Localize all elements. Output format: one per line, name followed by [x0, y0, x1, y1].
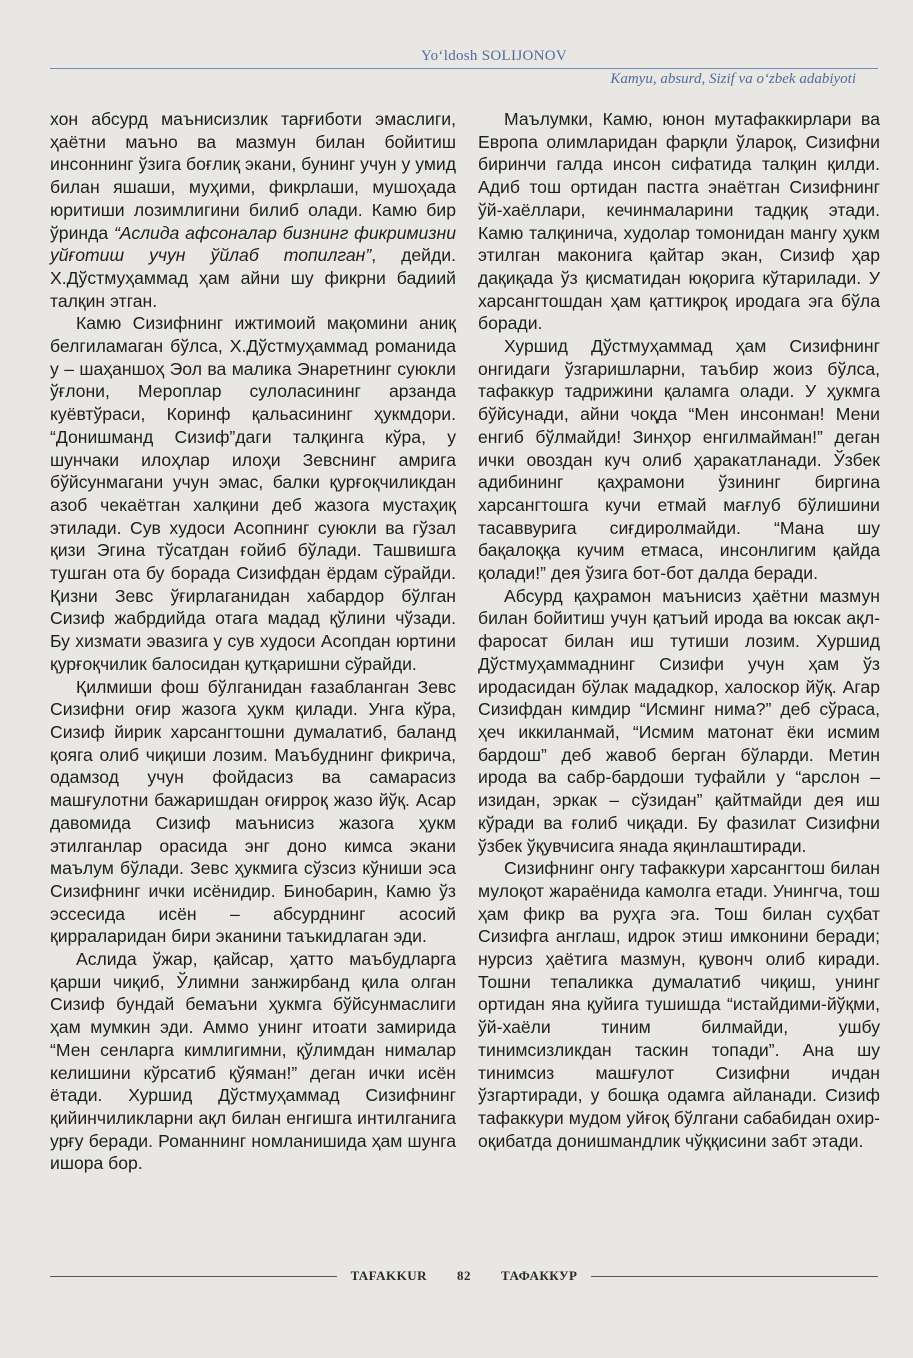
paragraph: Абсурд қаҳрамон маънисиз ҳаётни мазмун билан бойитиш учун қатъий ирода ва юксак ақл-фаросат билан иш тутиши лозим. Хуршид Дўстмуҳаммаднинг Сизифи учун ҳам ўз иродасидан бўлак мададкор, халоскор йўқ. Агар Сизифдан кимдир “Исминг нима?” деб сўраса, ҳеч иккиланмай, “Исмим матонат ёки исмим бардош” деб жавоб берган бўларди. Метин ирода ва сабр-бардоши туфайли у “арслон – изидан, эркак – сўзидан” қайтмайди дея иш кўради ва ғолиб чиқади. Бу фазилат Сизифни ўзбек ўқувчисига янада яқинлаштиради. [478, 585, 880, 856]
left-column [50, 108, 456, 1175]
paragraph: Маълумки, Камю, юнон мутафаккирлари ва Европа олимларидан фарқли ўлароқ, Сизифни биринчи галда инсон сифатида талқин қилди. Адиб тош ортидан пастга энаётган Сизифнинг ўй-хаёллари, кечинмаларини тадқиқ этади. Камю талқинича, худолар томонидан мангу ҳукм этилган маконига қайтар экан, Сизиф ҳар дақиқада ўз қисматидан юқорига кўтарилади. У харсангтошдан ҳам қаттиқроқ иродага эга бўла боради. [478, 109, 880, 334]
page-footer [50, 1268, 878, 1284]
header-author: Yo‘ldosh SOLIJONOV [421, 48, 567, 64]
paragraph: Сизифнинг онгу тафаккури харсангтош билан мулоқот жараёнида камолга етади. Унингча, тош ҳам фикр ва руҳга эга. Тош билан суҳбат Сизифга англаш, идрок этиш имконини беради; нурсиз ҳаётига мазмун, қувонч олиб киради. Тошни тепаликка думалатиб чиқиш, унинг ортидан яна қуйига тушишда “истайдими-йўқми, ўй-хаёли тиним билмайди, ушбу тинимсизликдан таскин топади”. Ана шу тинимсиз машғулот Сизифни ичдан ўзгартиради, у бошқа одамга айланади. Сизиф тафаккури мудом уйғоқ бўлгани сабабидан охир-оқибатда донишмандлик чўққисини забт этади. [478, 858, 880, 1151]
footer-journal-latin: TAFAKKUR [350, 1268, 428, 1283]
footer-rule-left [50, 1276, 337, 1277]
header-article-title: Kamyu, absurd, Sizif va o‘zbek adabiyoti [610, 71, 856, 87]
footer-rule-right [591, 1276, 878, 1277]
paragraph: Аслида ўжар, қайсар, ҳатто маъбудларга қарши чиқиб, Ўлимни занжирбанд қила олган Сизиф бундай бемаъни ҳукмга бўйсунмаслиги ҳам мумкин эди. Аммо унинг итоати замирида “Мен сенларга кимлигимни, қўлимдан нималар келишини кўрсатиб қўяман!” деган ички исён ётади. Хуршид Дўстмуҳаммад Сизифнинг қийинчиликларни ақл билан енгишга интилганига урғу беради. Романнинг номланишида ҳам шунга ишора бор. [50, 949, 456, 1174]
paragraph: хон абсурд маънисизлик тарғиботи эмаслиги, ҳаётни маъно ва мазмун билан бойитиш инсоннинг ўзига боғлиқ экани, бунинг учун у умид билан яшаши, муҳими, фикрлаши, мушоҳада юритиши лозимлигини билиб олади. Камю бир ўринда “Аслида афсоналар бизнинг фикримизни уйғотиш учун ўйлаб топилган”, дейди. Х.Дўстмуҳаммад ҳам айни шу фикрни бадиий талқин этган. [50, 109, 457, 311]
page-number: 82 [457, 1268, 472, 1283]
right-column [478, 108, 880, 1152]
quote: “Аслида афсоналар бизнинг фикримизни уйғотиш учун ўйлаб топилган” [50, 222, 456, 266]
paragraph: Қилмиши фош бўлганидан ғазабланган Зевс Сизифни оғир жазога ҳукм қилади. Унга кўра, Сизиф йирик харсангтошни думалатиб, баланд қояга олиб чиқиши лозим. Маъбуднинг фикрича, одамзод учун фойдасиз ва самарасиз машғулотни бажаришдан оғирроқ жазо йўқ. Асар давомида Сизиф маънисиз жазога ҳукм этилганлар орасида энг доно кимса экани маълум бўлади. Зевс ҳукмига сўзсиз кўниши эса Сизифнинг ички исёнидир. Бинобарин, Камю ўз эссесида исён – абсурднинг асосий қирраларидан бири эканини таъкидлаган эди. [50, 676, 456, 947]
running-header [50, 48, 878, 88]
footer-journal-cyrillic: ТАФАККУР [501, 1268, 578, 1283]
header-rule [50, 68, 878, 69]
paragraph: Хуршид Дўстмуҳаммад ҳам Сизифнинг онгидаги ўзгаришларни, таъбир жоиз бўлса, тафаккур тадрижини қаламга олади. У ҳукмга бўйсунади, айни чоқда “Мен инсонман! Мени енгиб бўлмайди! Зинҳор енгилмайман!” деган ички овоздан куч олиб ҳаракатланади. Ўзбек адибининг қаҳрамони ўзининг биргина харсангтошга кучи етмай мағлуб бўлишини тасаввурига сиғдиролмайди. “Мана шу бақалоққа кучим етмаса, инсонлигим қайда қолади!” дея ўзига бот-бот далда беради. [478, 336, 880, 584]
paragraph: Камю Сизифнинг ижтимоий мақомини аниқ белгиламаган бўлса, Х.Дўстмуҳаммад романида у – шаҳаншоҳ Эол ва малика Энаретнинг суюкли ўғлони, Мероплар сулоласининг арзанда куёвтўраси, Коринф қальасининг ҳукмдори. “Донишманд Сизиф”даги талқинга кўра, у шунчаки илоҳлар илоҳи Зевснинг амрига бўйсунмагани учун эмас, балки қурғоқчиликдан азоб чекаётган халқини деб жазога мустаҳиқ этилади. Сув худоси Асопнинг суюкли ва гўзал қизи Эгина тўсатдан ғойиб бўлади. Ташвишга тушган ота бу борада Сизифдан ёрдам сўрайди. Қизни Зевс ўғирлаганидан хабардор бўлган Сизиф жабрдийда отага мадад қўлини чўзади. Бу хизмати эвазига у сув худоси Асопдан юртини қурғоқчилик балосидан қутқаришни сўрайди. [50, 313, 456, 674]
